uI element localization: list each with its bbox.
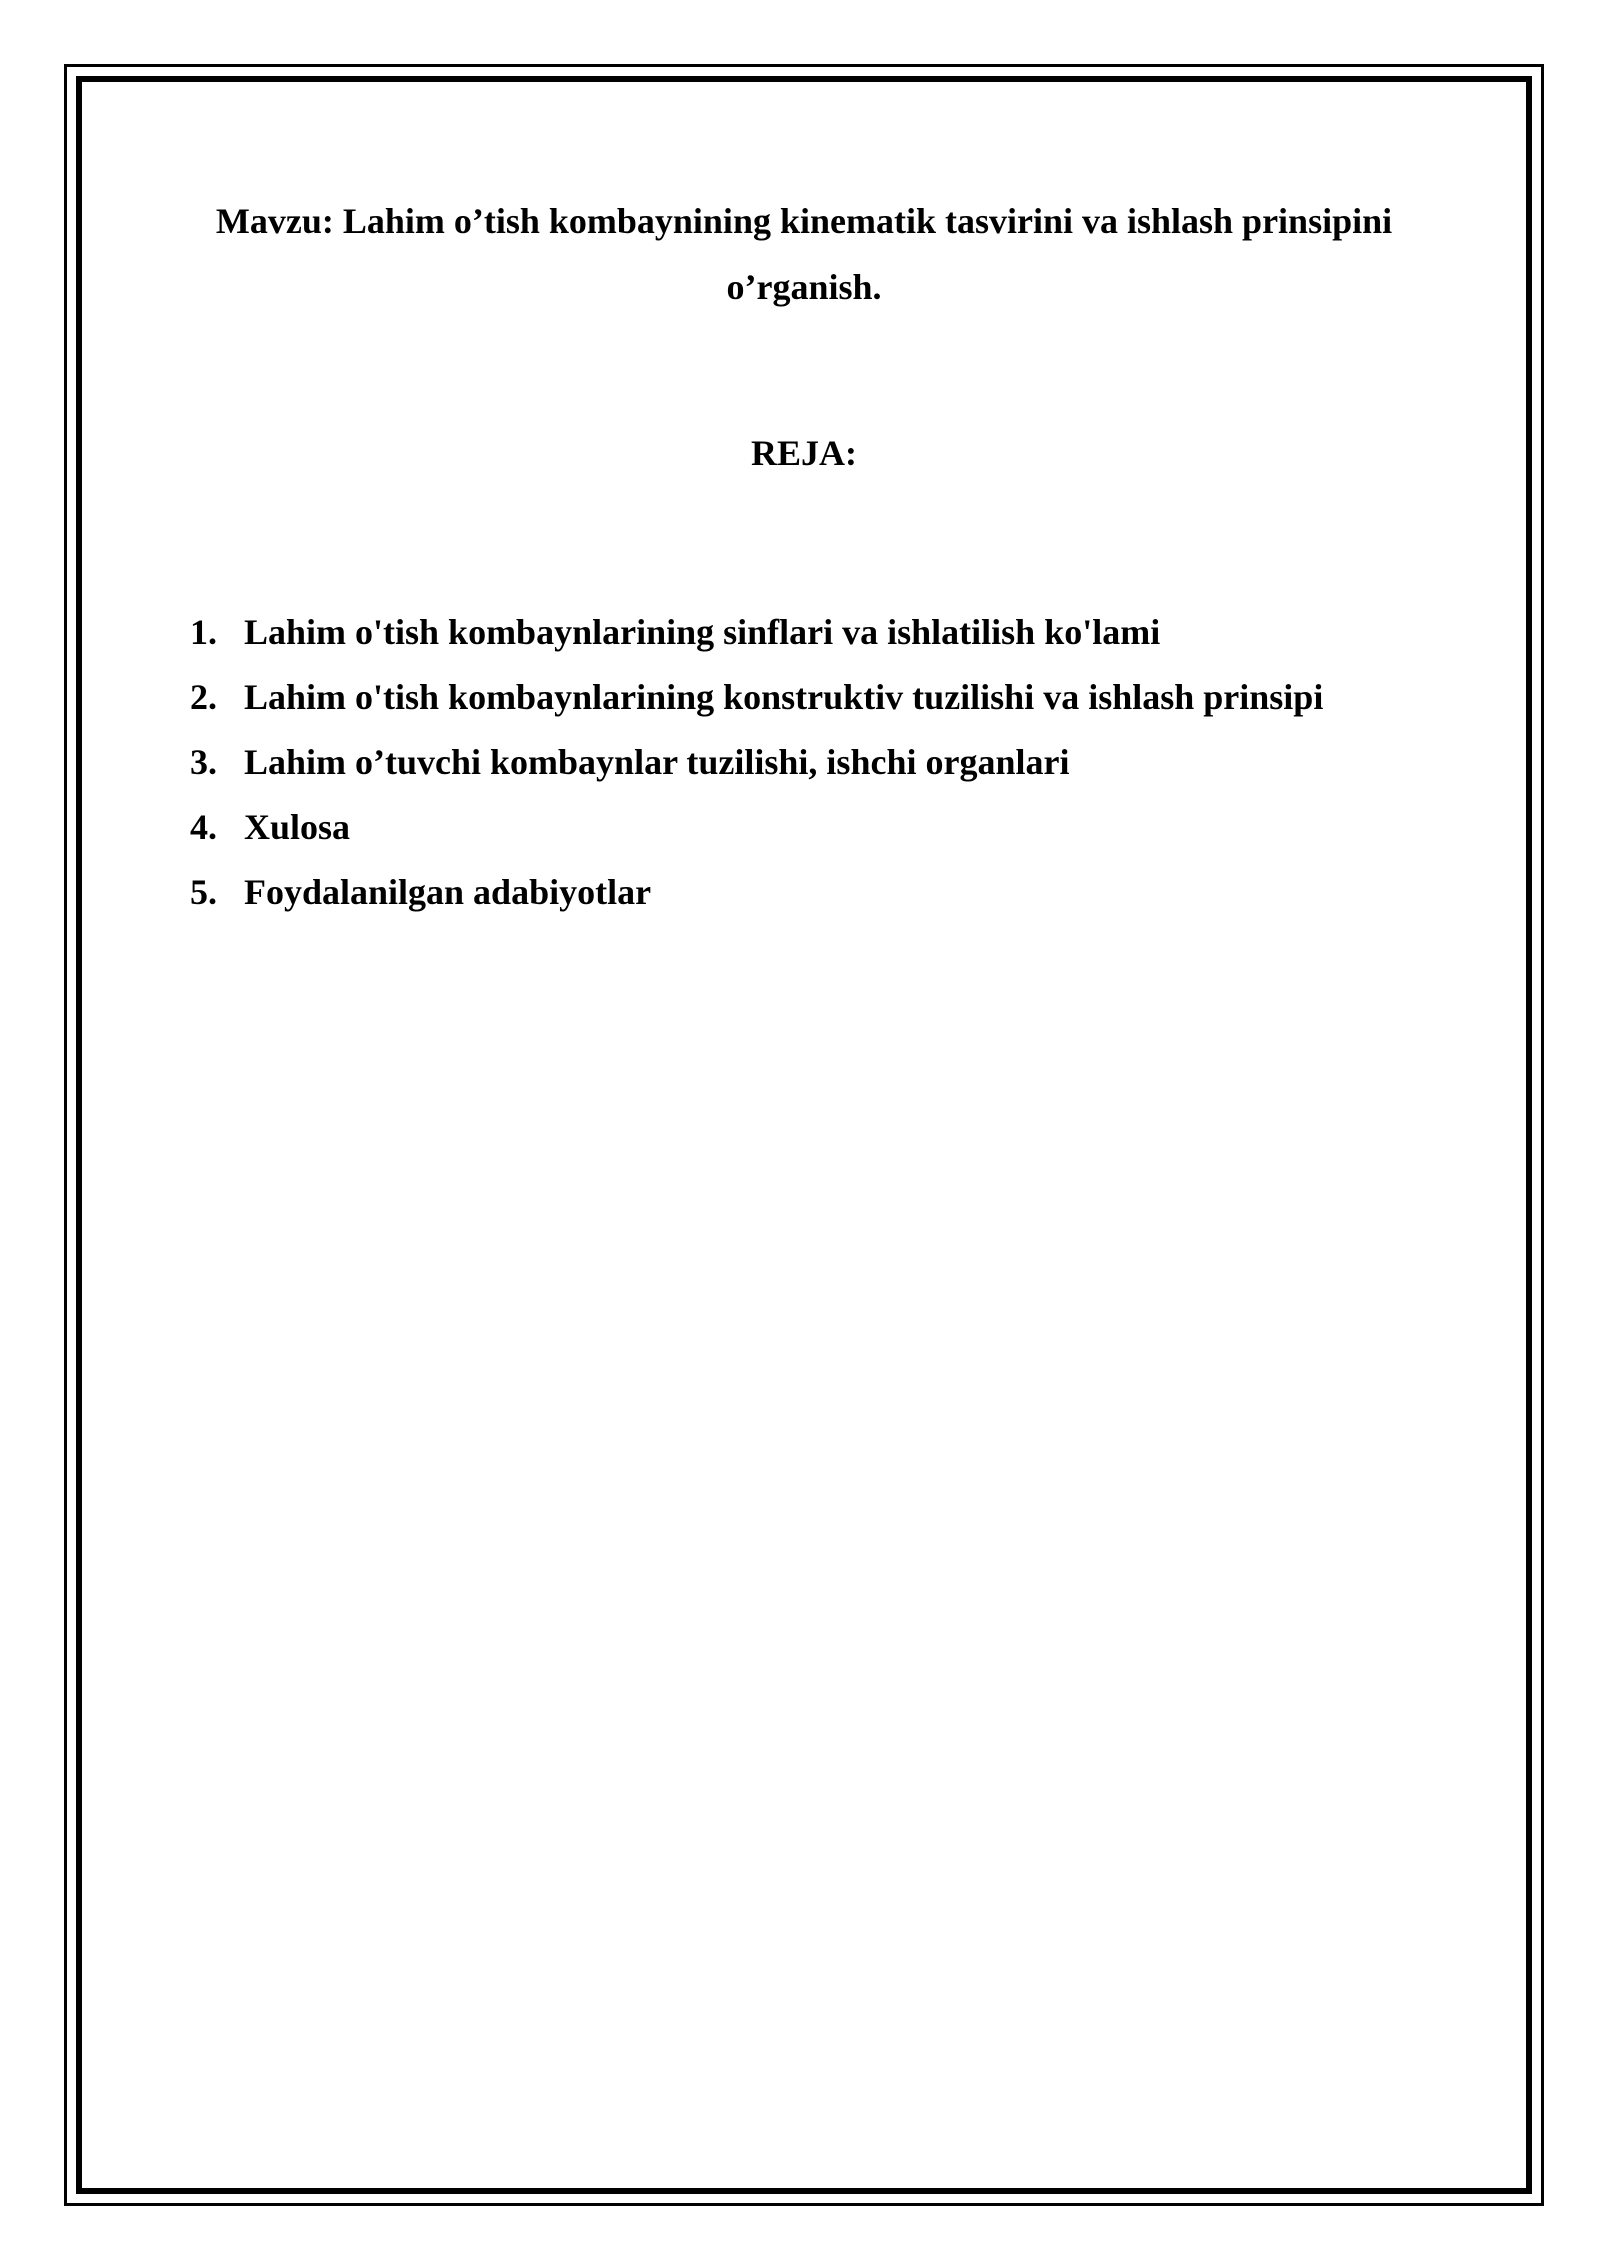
plan-item-text: Xulosa — [244, 807, 351, 847]
topic-title — [150, 188, 1458, 320]
plan-item-3 — [190, 730, 1490, 795]
plan-item-number: 1. — [190, 612, 217, 652]
plan-item-2 — [190, 665, 1490, 730]
page-border-inner — [76, 76, 1532, 2194]
plan-item-number: 2. — [190, 677, 217, 717]
plan-item-number: 4. — [190, 807, 217, 847]
page-border-frame — [64, 64, 1544, 2206]
plan-item-number: 3. — [190, 742, 217, 782]
plan-item-5 — [190, 860, 1490, 925]
plan-item-1 — [190, 600, 1490, 665]
plan-item-text: Lahim o’tuvchi kombaynlar tuzilishi, ishchi organlari — [244, 742, 1070, 782]
plan-list — [190, 600, 1490, 925]
plan-item-number: 5. — [190, 872, 217, 912]
topic-title-line-2: o’rganish. — [726, 267, 882, 307]
plan-item-text: Foydalanilgan adabiyotlar — [244, 872, 652, 912]
plan-item-text: Lahim o'tish kombaynlarining sinflari va ishlatilish ko'lami — [244, 612, 1161, 652]
plan-heading: REJA: — [751, 433, 857, 473]
plan-item-text: Lahim o'tish kombaynlarining konstruktiv tuzilishi va ishlash prinsipi — [244, 677, 1324, 717]
plan-item-4 — [190, 795, 1490, 860]
topic-title-line-1: Mavzu: Lahim o’tish kombaynining kinematik tasvirini va ishlash prinsipini — [215, 201, 1393, 241]
